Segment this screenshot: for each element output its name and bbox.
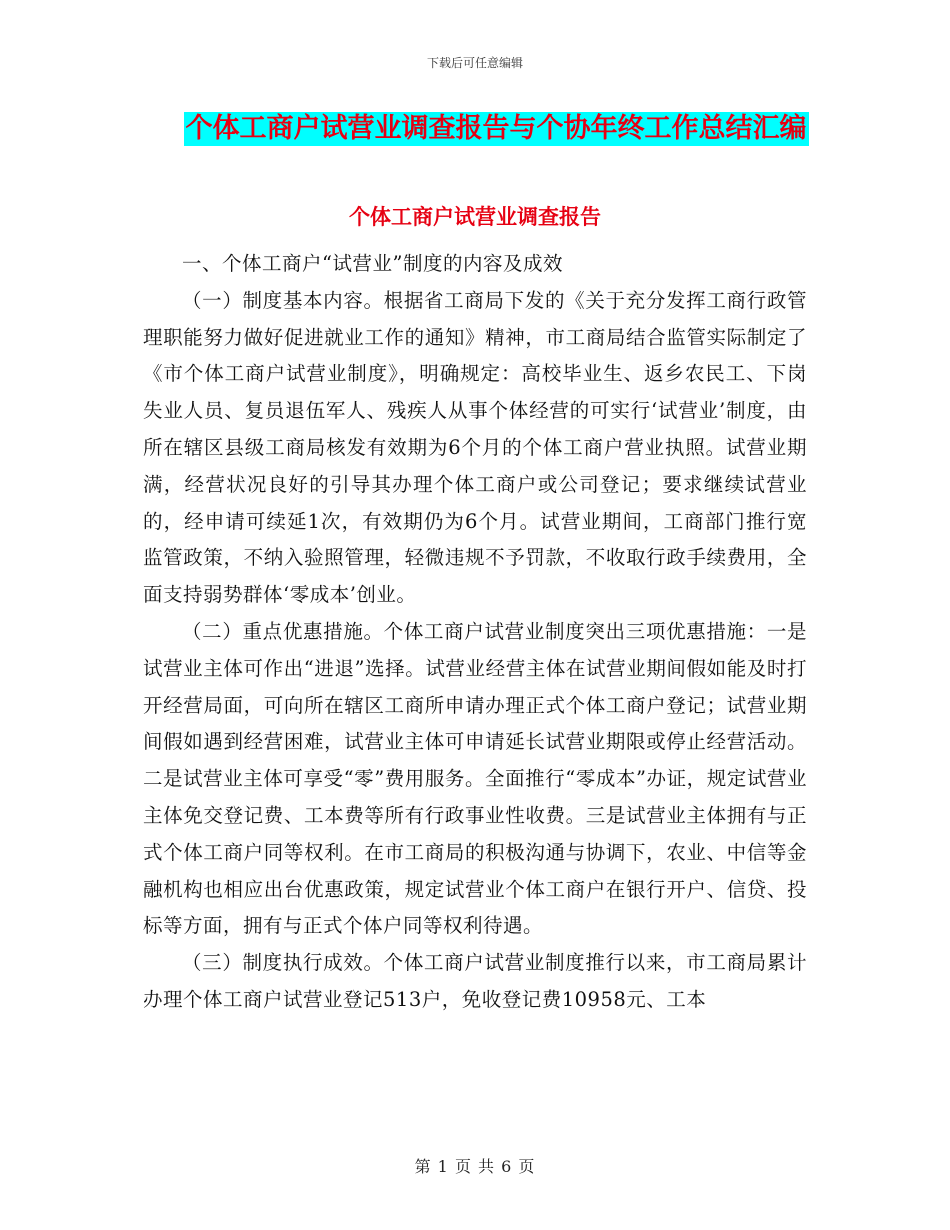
body-paragraph: （一）制度基本内容。根据省工商局下发的《关于充分发挥工商行政管理职能努力做好促进就业工作的通知》精神，市工商局结合监管实际制定了《市个体工商户试营业制度》，明确规定：高校毕业生、返乡农民工、下岗失业人员、复员退伍军人、残疾人从事个体经营的可实行‘试营业’制度，由所在辖区县级工商局核发有效期为6个月的个体工商户营业执照。试营业期满，经营状况良好的引导其办理个体工商户或公司登记；要求继续试营业的，经申请可续延1次，有效期仍为6个月。试营业期间，工商部门推行宽监管政策，不纳入验照管理，轻微违规不予罚款，不收取行政手续费用，全面支持弱势群体‘零成本’创业。 xyxy=(143,288,807,607)
body-paragraph: （二）重点优惠措施。个体工商户试营业制度突出三项优惠措施：一是试营业主体可作出“进退”选择。试营业经营主体在试营业期间假如能及时打开经营局面，可向所在辖区工商所申请办理正式个体工商户登记；试营业期间假如遇到经营困难，试营业主体可申请延长试营业期限或停止经营活动。二是试营业主体可享受“零”费用服务。全面推行“零成本”办证，规定试营业主体免交登记费、工本费等所有行政事业性收费。三是试营业主体拥有与正式个体工商户同等权利。在市工商局的积极沟通与协调下，农业、中信等金融机构也相应出台优惠政策，规定试营业个体工商户在银行开户、信贷、投标等方面，拥有与正式个体户同等权利待遇。 xyxy=(143,619,807,938)
body-paragraph: （三）制度执行成效。个体工商户试营业制度推行以来，市工商局累计办理个体工商户试营业登记513户，免收登记费10958元、工本 xyxy=(143,951,807,1011)
document-main-title: 个体工商户试营业调查报告与个协年终工作总结汇编 xyxy=(185,113,807,144)
document-body xyxy=(143,246,807,1019)
main-title-container xyxy=(0,112,950,146)
section-title: 个体工商户试营业调查报告 xyxy=(349,205,601,229)
header-note: 下载后可任意编辑 xyxy=(426,56,523,70)
heading-paragraph: 一、个体工商户“试营业”制度的内容及成效 xyxy=(182,252,563,275)
page-number-footer: 第 1 页 共 6 页 xyxy=(414,1157,536,1176)
